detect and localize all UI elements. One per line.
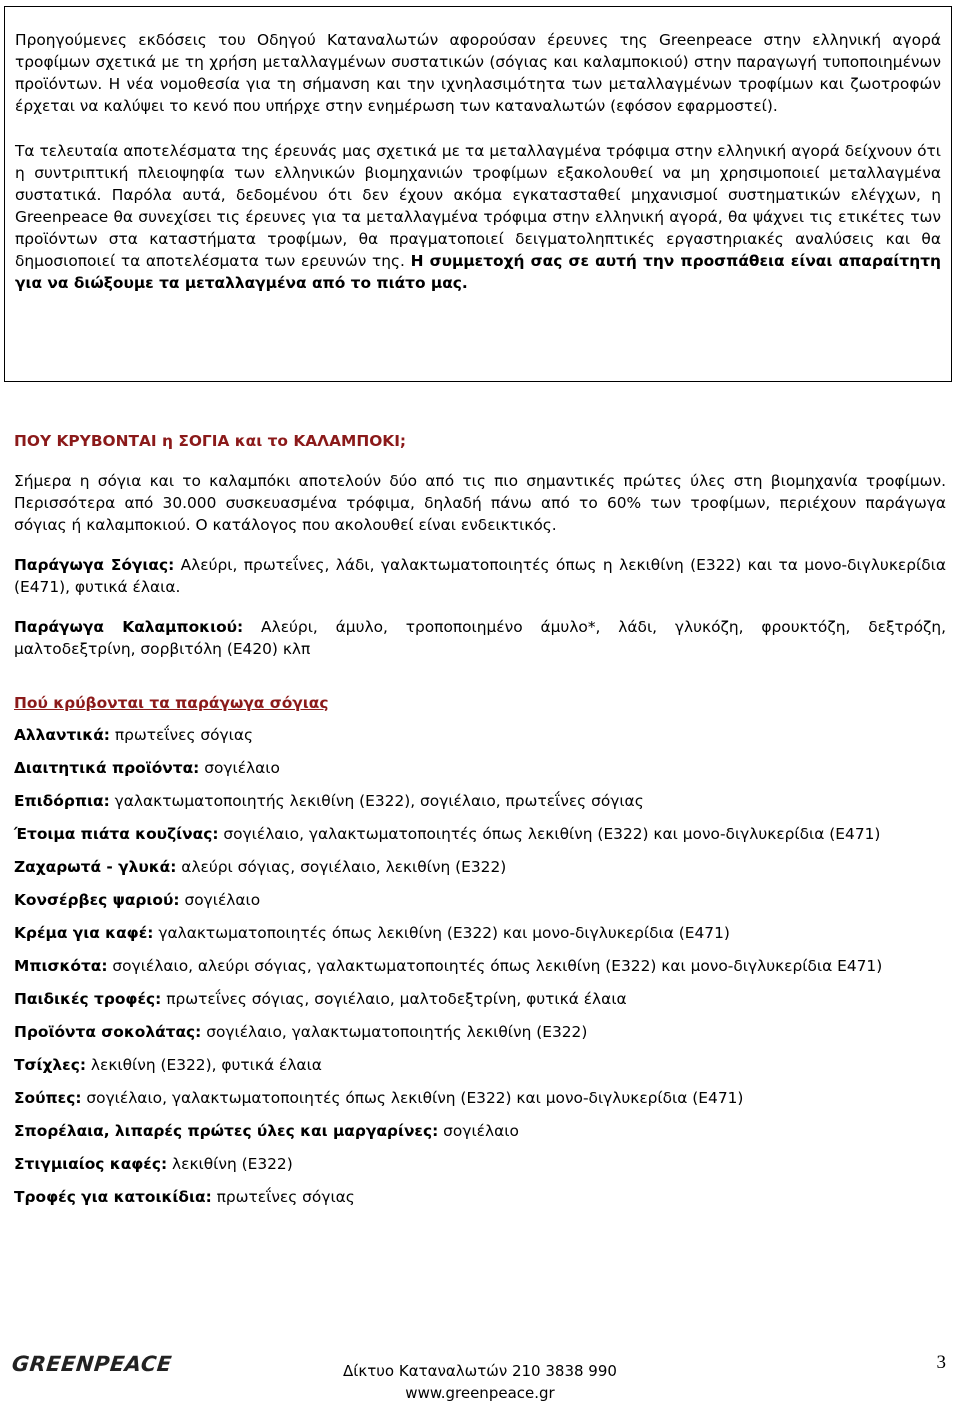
list-item-text: λεκιθίνη (Ε322) (167, 1155, 293, 1173)
list-item-text: σογιέλαιο (199, 759, 280, 777)
list-item-text: πρωτεΐνες σόγιας (109, 726, 254, 744)
list-item-label: Σπορέλαια, λιπαρές πρώτες ύλες και μαργαρίνες: (14, 1122, 439, 1140)
list-item-text: λεκιθίνη (Ε322), φυτικά έλαια (86, 1056, 322, 1074)
list-item-text: σογιέλαιο, γαλακτωματοποιητές όπως λεκιθίνη (Ε322) και μονο-διγλυκερίδια (Ε471) (81, 1089, 744, 1107)
list-item-text: σογιέλαιο (179, 891, 261, 909)
list-item-text: σογιέλαιο, αλεύρι σόγιας, γαλακτωματοποιητές όπως λεκιθίνη (Ε322) και μονο-διγλυκερίδια Ε471) (107, 957, 883, 975)
list-item (14, 823, 946, 845)
list-item-text: σογιέλαιο (438, 1122, 519, 1140)
box-paragraph-2-bold: Η συμμετοχή σας σε αυτή την προσπάθεια είναι απαραίτητη για να διώξουμε τα μεταλλαγμένα από το πιάτο μας. (15, 252, 941, 292)
list-item (14, 1087, 946, 1109)
list-item-label: Στιγμιαίος καφές: (14, 1155, 168, 1173)
list-item (14, 757, 946, 779)
list-item-label: Αλλαντικά: (14, 726, 110, 744)
list-item-label: Τροφές για κατοικίδια: (14, 1188, 212, 1206)
soy-derivatives-text: Αλεύρι, πρωτεΐνες, λάδι, γαλακτωματοποιητές όπως η λεκιθίνη (Ε322) και τα μονο-διγλυκερίδια (Ε471), φυτικά έλαια. (14, 556, 946, 596)
list-item-label: Προϊόντα σοκολάτας: (14, 1023, 202, 1041)
section-heading: ΠΟΥ ΚΡΥΒΟΝΤΑΙ η ΣΟΓΙΑ και το ΚΑΛΑΜΠΟΚΙ; (14, 432, 407, 450)
footer-contact-line1: Δίκτυο Καταναλωτών 210 3838 990 (343, 1362, 617, 1380)
list-item-label: Κονσέρβες ψαριού: (14, 891, 180, 909)
list-item-label: Κρέμα για καφέ: (14, 924, 154, 942)
list-item-label: Τσίχλες: (14, 1056, 86, 1074)
list-item (14, 1186, 946, 1208)
list-item-label: Επιδόρπια: (14, 792, 110, 810)
items-list (14, 724, 946, 1208)
list-item-label: Μπισκότα: (14, 957, 108, 975)
list-item-label: Διαιτητικά προϊόντα: (14, 759, 200, 777)
list-item-text: σογιέλαιο, γαλακτωματοποιητές όπως λεκιθίνη (Ε322) και μονο-διγλυκερίδια (Ε471) (218, 825, 881, 843)
box-paragraph-2 (15, 140, 941, 294)
list-item (14, 988, 946, 1010)
corn-derivatives (14, 616, 946, 660)
list-item (14, 955, 946, 977)
list-item-label: Έτοιμα πιάτα κουζίνας: (14, 825, 219, 843)
list-item (14, 724, 946, 746)
page-number: 3 (936, 1352, 946, 1373)
soy-derivatives-label: Παράγωγα Σόγιας: (14, 556, 175, 574)
list-item-text: γαλακτωματοποιητής λεκιθίνη (Ε322), σογιέλαιο, πρωτεΐνες σόγιας (109, 792, 644, 810)
list-item-text: αλεύρι σόγιας, σογιέλαιο, λεκιθίνη (Ε322) (176, 858, 507, 876)
list-item (14, 1021, 946, 1043)
list-item (14, 922, 946, 944)
list-item (14, 856, 946, 878)
footer-contact (0, 1360, 960, 1404)
list-item-label: Παιδικές τροφές: (14, 990, 162, 1008)
greenpeace-logo: GREENPEACE (10, 1352, 174, 1376)
list-item (14, 1153, 946, 1175)
list-item (14, 1054, 946, 1076)
subheading: Πού κρύβονται τα παράγωγα σόγιας (14, 694, 329, 712)
list-item-label: Σούπες: (14, 1089, 82, 1107)
box-paragraph-2-text: Τα τελευταία αποτελέσματα της έρευνάς μας σχετικά με τα μεταλλαγμένα τρόφιμα στην ελληνική αγορά δείχνουν ότι η συντριπτική πλειοψηφία των ελληνικών βιομηχανιών τροφίμων εξακολουθεί να μη χρησιμοποιεί μεταλλαγμένα συστατικά. Παρόλα αυτά, δεδομένου ότι δεν έχουν ακόμα εγκατασταθεί μηχανισμοί συστηματικών ελέγχων, η Greenpeace θα συνεχίσει τις έρευνες για τα μεταλλαγμένα τρόφιμα στην ελληνική αγορά, θα ψάχνει τις ετικέτες των προϊόντων στα καταστήματα τροφίμων, θα πραγματοποιεί δειγματοληπτικές εργαστηριακές αναλύσεις και θα δημοσιοποιεί τα αποτελέσματα των ερευνών της. (15, 142, 941, 270)
list-item-label: Ζαχαρωτά - γλυκά: (14, 858, 177, 876)
corn-derivatives-text: Αλεύρι, άμυλο, τροποποιημένο άμυλο*, λάδι, γλυκόζη, φρουκτόζη, δεξτρόζη, μαλτοδεξτρίνη, σορβιτόλη (Ε420) κλπ (14, 618, 946, 658)
corn-derivatives-label: Παράγωγα Καλαμποκιού: (14, 618, 244, 636)
list-item-text: πρωτεΐνες σόγιας (211, 1188, 355, 1206)
main-content (14, 430, 946, 1219)
intro-box (4, 6, 952, 382)
list-item-text: σογιέλαιο, γαλακτωματοποιητής λεκιθίνη (Ε322) (201, 1023, 588, 1041)
list-item (14, 889, 946, 911)
intro-paragraph: Σήμερα η σόγια και το καλαμπόκι αποτελούν δύο από τις πιο σημαντικές πρώτες ύλες στη βιομηχανία τροφίμων. Περισσότερα από 30.000 συσκευασμένα τρόφιμα, δηλαδή πάνω από το 60% των τροφίμων, περιέχουν παράγωγα σόγιας ή καλαμποκιού. Ο κατάλογος που ακολουθεί είναι ενδεικτικός. (14, 472, 946, 534)
footer-website: www.greenpeace.gr (405, 1384, 555, 1402)
list-item-text: γαλακτωματοποιητές όπως λεκιθίνη (Ε322) και μονο-διγλυκερίδια (Ε471) (153, 924, 730, 942)
footer (0, 1352, 960, 1402)
list-item (14, 1120, 946, 1142)
box-paragraph-1: Προηγούμενες εκδόσεις του Οδηγού Καταναλωτών αφορούσαν έρευνες της Greenpeace στην ελληνική αγορά τροφίμων σχετικά με τη χρήση μεταλλαγμένων συστατικών (σόγιας και καλαμποκιού) στην παραγωγή τυποποιημένων προϊόντων. Η νέα νομοθεσία για τη σήμανση και την ιχνηλασιμότητα των μεταλλαγμένων τροφίμων και ζωοτροφών έρχεται να καλύψει το κενό που υπήρχε στην ενημέρωση των καταναλωτών (εφόσον εφαρμοστεί). (15, 31, 941, 115)
list-item (14, 790, 946, 812)
soy-derivatives (14, 554, 946, 598)
list-item-text: πρωτεΐνες σόγιας, σογιέλαιο, μαλτοδεξτρίνη, φυτικά έλαια (161, 990, 627, 1008)
